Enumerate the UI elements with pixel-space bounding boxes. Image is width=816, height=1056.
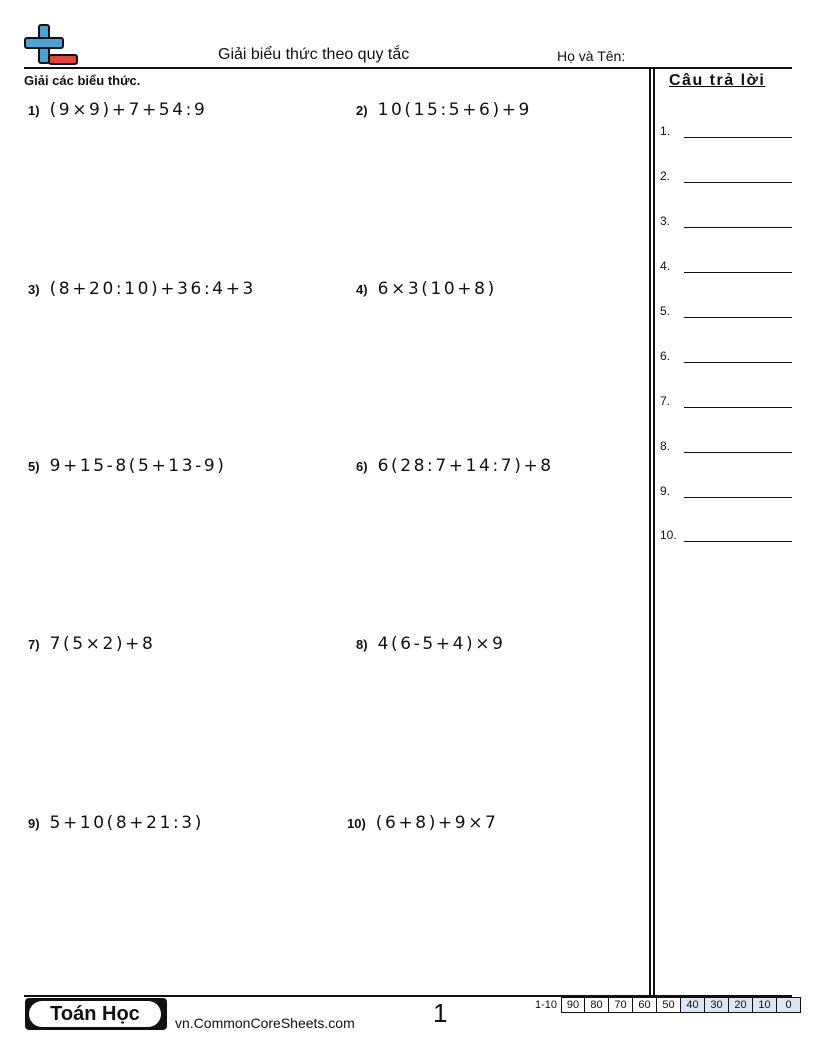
problem-expression: 6(28:7+14:7)+8 — [377, 456, 554, 476]
problem-expression: 10(15:5+6)+9 — [377, 100, 532, 120]
answer-row — [660, 169, 792, 185]
answer-row — [660, 304, 792, 320]
answer-blank[interactable] — [684, 317, 792, 318]
problem-expression: 6×3(10+8) — [377, 279, 497, 299]
answer-row — [660, 439, 792, 455]
problem-expression: (8+20:10)+36:4+3 — [49, 279, 256, 299]
score-cell: 60 — [633, 997, 657, 1013]
problem-expression: 9+15-8(5+13-9) — [49, 456, 227, 476]
answer-label: 1. — [660, 124, 671, 138]
problem-number: 7) — [28, 637, 40, 652]
problem-item — [28, 634, 155, 654]
score-cell: 10 — [753, 997, 777, 1013]
instructions: Giải các biểu thức. — [24, 73, 141, 88]
answer-blank[interactable] — [684, 137, 792, 138]
problem-item — [356, 279, 497, 299]
answer-blank[interactable] — [684, 272, 792, 273]
problem-expression: 5+10(8+21:3) — [49, 813, 204, 833]
answer-blank[interactable] — [684, 227, 792, 228]
answer-blank[interactable] — [684, 182, 792, 183]
answer-label: 3. — [660, 214, 671, 228]
answers-title: Câu trả lời — [669, 72, 766, 89]
problem-expression: 4(6-5+4)×9 — [377, 634, 506, 654]
score-cell: 50 — [657, 997, 681, 1013]
problem-number: 2) — [356, 103, 368, 118]
answer-row — [660, 484, 792, 500]
score-table — [531, 997, 801, 1013]
answer-blank[interactable] — [684, 497, 792, 498]
math-logo-icon — [24, 24, 80, 68]
problem-item — [28, 279, 256, 299]
answer-row — [660, 528, 792, 544]
problem-expression: 7(5×2)+8 — [49, 634, 156, 654]
score-cell: 90 — [561, 997, 585, 1013]
problem-number: 10) — [347, 816, 366, 831]
problem-expression: (6+8)+9×7 — [375, 813, 499, 833]
problem-item — [28, 813, 204, 833]
answer-row — [660, 394, 792, 410]
problem-number: 3) — [28, 282, 40, 297]
problem-expression: (9×9)+7+54:9 — [49, 100, 208, 120]
page-number: 1 — [433, 998, 448, 1028]
answer-label: 10. — [660, 528, 677, 542]
problem-number: 1) — [28, 103, 40, 118]
score-cell: 40 — [681, 997, 705, 1013]
brand-badge — [25, 998, 167, 1030]
problem-number: 8) — [356, 637, 368, 652]
answer-blank[interactable] — [684, 452, 792, 453]
answer-row — [660, 124, 792, 140]
score-cell: 20 — [729, 997, 753, 1013]
answer-label: 6. — [660, 349, 671, 363]
answer-label: 4. — [660, 259, 671, 273]
answer-label: 9. — [660, 484, 671, 498]
answer-row — [660, 349, 792, 365]
problem-item — [347, 813, 498, 833]
problem-number: 4) — [356, 282, 368, 297]
problem-item — [356, 456, 554, 476]
answer-column-divider — [649, 67, 651, 996]
answer-blank[interactable] — [684, 407, 792, 408]
problem-item — [28, 100, 207, 120]
problem-item — [356, 100, 532, 120]
answer-label: 7. — [660, 394, 671, 408]
answer-row — [660, 214, 792, 230]
score-cell: 0 — [777, 997, 801, 1013]
problem-item — [356, 634, 506, 654]
problem-item — [28, 456, 227, 476]
score-cell: 80 — [585, 997, 609, 1013]
answer-label: 5. — [660, 304, 671, 318]
answer-row — [660, 259, 792, 275]
answer-blank[interactable] — [684, 541, 792, 542]
header-divider — [24, 67, 792, 69]
problem-number: 5) — [28, 459, 40, 474]
score-range-label: 1-10 — [535, 999, 558, 1011]
brand-label: Toán Học — [29, 1001, 161, 1027]
answer-blank[interactable] — [684, 362, 792, 363]
answer-label: 8. — [660, 439, 671, 453]
answer-label: 2. — [660, 169, 671, 183]
problem-number: 6) — [356, 459, 368, 474]
score-cell: 30 — [705, 997, 729, 1013]
problem-number: 9) — [28, 816, 40, 831]
score-cell: 70 — [609, 997, 633, 1013]
worksheet-title: Giải biểu thức theo quy tắc — [218, 46, 410, 63]
name-label: Họ và Tên: — [557, 48, 626, 64]
answer-column-divider — [653, 67, 655, 996]
site-url: vn.CommonCoreSheets.com — [175, 1015, 355, 1031]
